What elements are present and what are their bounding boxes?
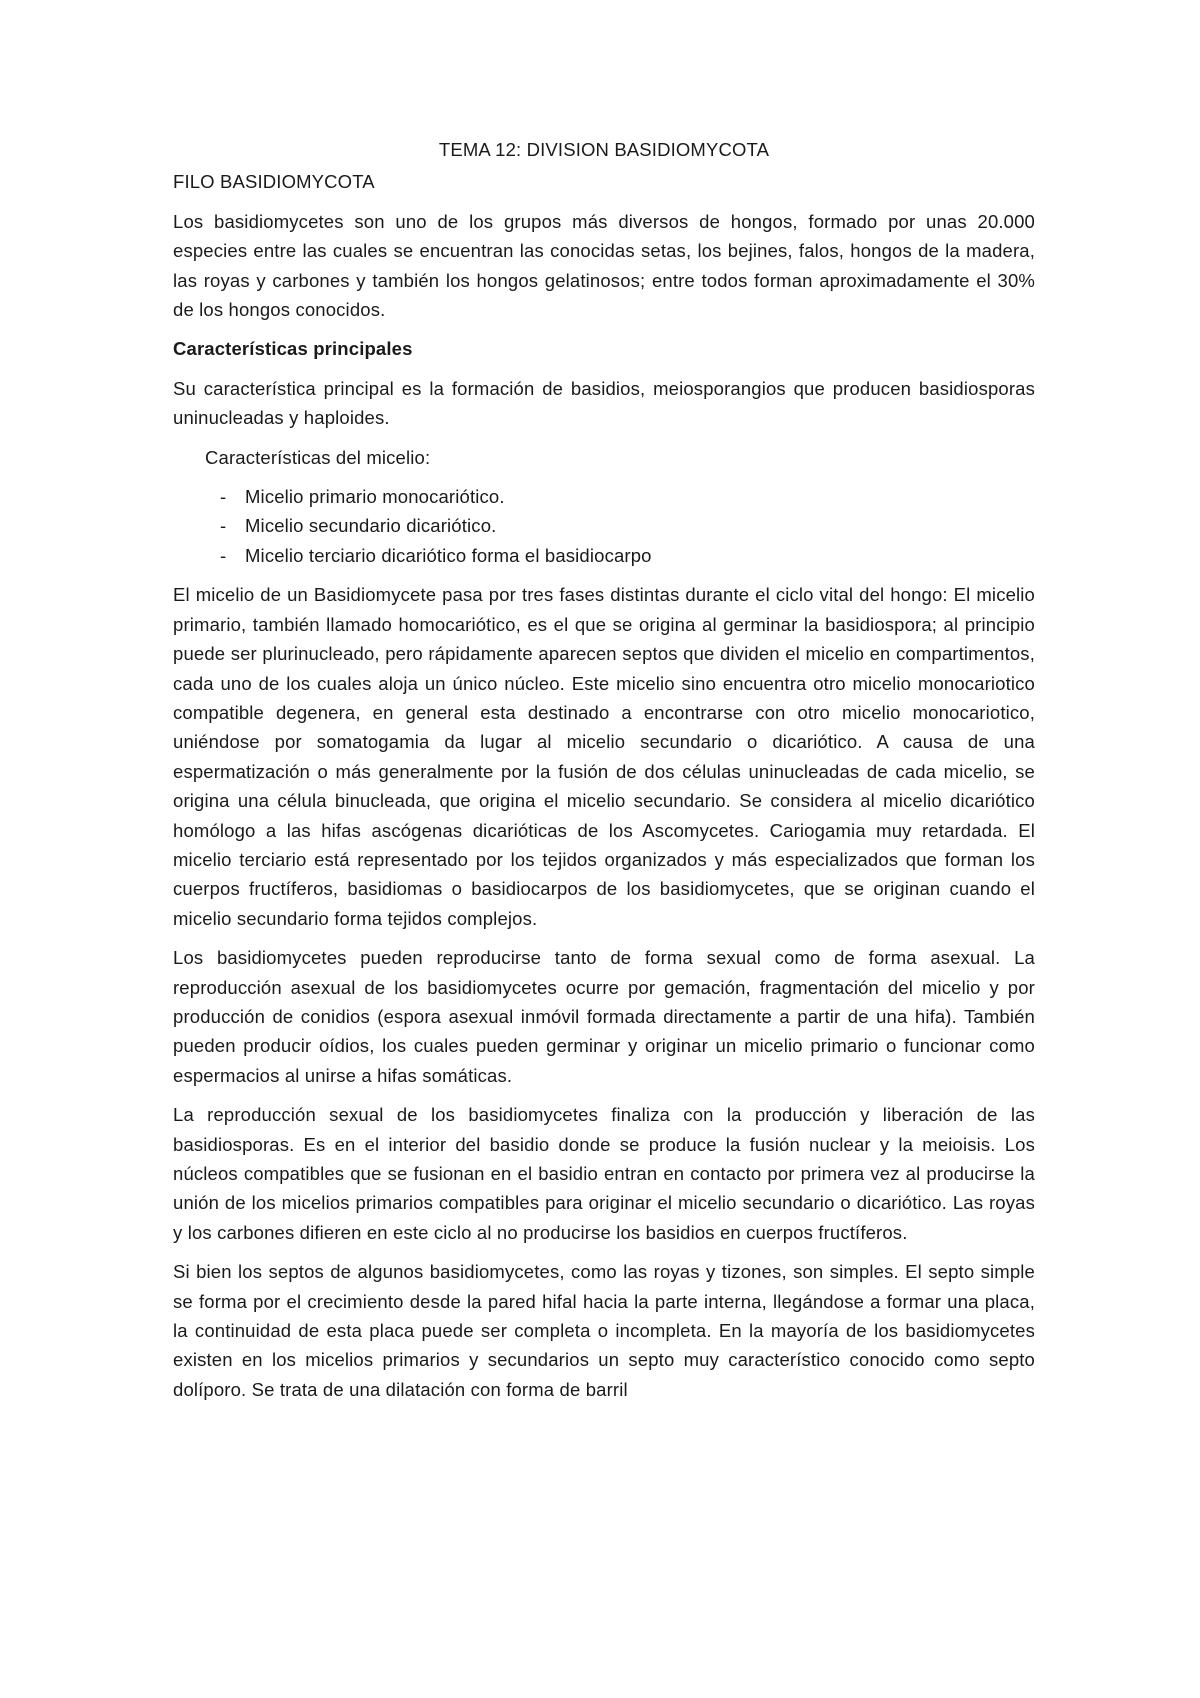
list-item-text: Micelio primario monocariótico. [245, 486, 505, 508]
list-marker: - [220, 544, 227, 566]
characteristics-paragraph: Su característica principal es la formación de basidios, meiosporangios que producen basidiosporas uninucleadas y haploides. [173, 377, 1035, 429]
reproduction-paragraph: Los basidiomycetes pueden reproducirse tanto de forma sexual como de forma asexual. La reproducción asexual de los basidiomycetes ocurre por gemación, fragmentación del micelio y por producción de conidios (espora asexual inmóvil formada directamente a partir de una hifa). También pueden producir oídios, los cuales pueden germinar y originar un micelio primario o funcionar como espermacios al unirse a hifas somáticas. [173, 947, 1035, 1086]
document-page [173, 135, 1035, 1414]
list-marker: - [220, 486, 227, 508]
mycelium-list [173, 482, 1035, 570]
list-marker: - [220, 515, 227, 537]
mycelium-phases-paragraph: El micelio de un Basidiomycete pasa por tres fases distintas durante el ciclo vital del hongo: El micelio primario, también llamado homocariótico, es el que se origina al germinar la basidiospora; al principio puede ser plurinucleado, pero rápidamente aparecen septos que dividen el micelio en compartimentos, cada uno de los cuales aloja un único núcleo. Este micelio sino encuentra otro micelio monocariotico compatible degenera, en general esta destinado a encontrarse con otro micelio monocariotico, uniéndose por somatogamia da lugar al micelio secundario o dicariótico. A causa de una espermatización o más generalmente por la fusión de dos células uninucleadas de cada micelio, se origina una célula binucleada, que origina el micelio secundario. Se considera al micelio dicariótico homólogo a las hifas ascógenas dicarióticas de los Ascomycetes. Cariogamia muy retardada. El micelio terciario está representado por los tejidos organizados y más especializados que forman los cuerpos fructíferos, basidiomas o basidiocarpos de los basidiomycetes, que se originan cuando el micelio secundario forma tejidos complejos. [173, 584, 1035, 929]
list-item [173, 482, 1035, 511]
list-item [173, 511, 1035, 540]
list-item [173, 541, 1035, 570]
section-heading: FILO BASIDIOMYCOTA [173, 171, 375, 193]
document-title: TEMA 12: DIVISION BASIDIOMYCOTA [438, 139, 770, 160]
list-item-text: Micelio secundario dicariótico. [245, 515, 497, 537]
sexual-reproduction-paragraph: La reproducción sexual de los basidiomycetes finaliza con la producción y liberación de las basidiosporas. Es en el interior del basidio donde se produce la fusión nuclear y la meioisis. Los núcleos compatibles que se fusionan en el basidio entran en contacto por primera vez al producirse la unión de los micelios primarios compatibles para originar el micelio secundario o dicariótico. Las royas y los carbones difieren en este ciclo al no producirse los basidios en cuerpos fructíferos. [173, 1104, 1035, 1243]
septa-paragraph: Si bien los septos de algunos basidiomycetes, como las royas y tizones, son simples. El septo simple se forma por el crecimiento desde la pared hifal hacia la parte interna, llegándose a formar una placa, la continuidad de esta placa puede ser completa o incompleta. En la mayoría de los basidiomycetes existen en los micelios primarios y secundarios un septo muy característico conocido como septo dolíporo. Se trata de una dilatación con forma de barril [173, 1261, 1035, 1400]
mycelium-label: Características del micelio: [205, 446, 431, 468]
characteristics-heading: Características principales [173, 338, 413, 360]
intro-paragraph: Los basidiomycetes son uno de los grupos más diversos de hongos, formado por unas 20.000 especies entre las cuales se encuentran las conocidas setas, los bejines, falos, hongos de la madera, las royas y carbones y también los hongos gelatinosos; entre todos forman aproximadamente el 30% de los hongos conocidos. [173, 210, 1035, 321]
list-item-text: Micelio terciario dicariótico forma el basidiocarpo [245, 544, 652, 566]
